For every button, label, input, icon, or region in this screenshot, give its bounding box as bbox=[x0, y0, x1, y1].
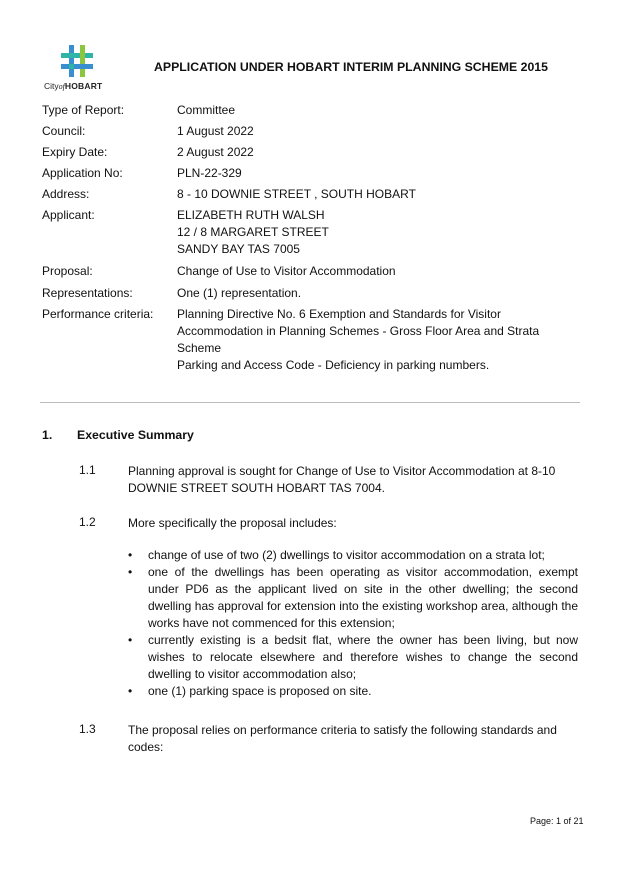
section-number: 1. bbox=[42, 428, 53, 442]
detail-label: Council: bbox=[42, 124, 86, 138]
applicant-suburb: SANDY BAY TAS 7005 bbox=[177, 242, 300, 256]
list-item: • currently existing is a bedsit flat, where the owner has been living, but now wishes to relocate elsewhere and therefore wishes to change the second dwelling to visitor accommodation also; bbox=[128, 633, 578, 681]
hobart-hash-icon bbox=[60, 44, 94, 78]
detail-value: 2 August 2022 bbox=[177, 145, 254, 159]
paragraph-number: 1.2 bbox=[79, 515, 96, 529]
page-number: Page: 1 of 21 bbox=[530, 816, 584, 826]
detail-label: Application No: bbox=[42, 166, 123, 180]
detail-label: Performance criteria: bbox=[42, 307, 154, 321]
section-divider bbox=[40, 402, 580, 403]
proposal-bullet-list bbox=[128, 547, 578, 700]
list-item: • change of use of two (2) dwellings to visitor accommodation on a strata lot; bbox=[128, 548, 545, 562]
paragraph-number: 1.1 bbox=[79, 463, 96, 477]
bullet-icon: • bbox=[128, 684, 133, 698]
paragraph-text: Planning approval is sought for Change of Use to Visitor Accommodation at 8-10 DOWNIE STREET SOUTH HOBART TAS 7004. bbox=[128, 464, 556, 495]
city-of-hobart-logo bbox=[40, 44, 124, 96]
detail-value bbox=[177, 207, 577, 258]
bullet-icon: • bbox=[128, 548, 133, 562]
bullet-icon: • bbox=[128, 633, 133, 647]
detail-value: 1 August 2022 bbox=[177, 124, 254, 138]
list-item: • one of the dwellings has been operating as visitor accommodation, exempt under PD6 as the applicant lived on site in the other dwelling; the second dwelling has approval for extension into the existing workshop area, although the works have not commenced for this extension; bbox=[128, 565, 578, 630]
detail-value: Change of Use to Visitor Accommodation bbox=[177, 264, 396, 278]
applicant-name: ELIZABETH RUTH WALSH bbox=[177, 208, 325, 222]
bullet-icon: • bbox=[128, 565, 133, 579]
logo-text: CityofHOBART bbox=[44, 81, 103, 91]
detail-value bbox=[177, 306, 577, 374]
detail-label: Address: bbox=[42, 187, 90, 201]
applicant-street: 12 / 8 MARGARET STREET bbox=[177, 225, 329, 239]
section-title: Executive Summary bbox=[77, 428, 194, 442]
criteria-item: Parking and Access Code - Deficiency in parking numbers. bbox=[177, 358, 490, 372]
detail-value: One (1) representation. bbox=[177, 286, 302, 300]
paragraph-number: 1.3 bbox=[79, 722, 96, 736]
detail-value: PLN-22-329 bbox=[177, 166, 242, 180]
detail-label: Applicant: bbox=[42, 208, 95, 222]
paragraph-text: The proposal relies on performance criteria to satisfy the following standards and codes: bbox=[128, 723, 557, 754]
criteria-item: Planning Directive No. 6 Exemption and Standards for Visitor Accommodation in Planning Schemes - Gross Floor Area and Strata Scheme bbox=[177, 307, 540, 355]
detail-label: Expiry Date: bbox=[42, 145, 108, 159]
detail-value: 8 - 10 DOWNIE STREET , SOUTH HOBART bbox=[177, 187, 416, 201]
detail-label: Type of Report: bbox=[42, 103, 125, 117]
detail-label: Proposal: bbox=[42, 264, 93, 278]
detail-label: Representations: bbox=[42, 286, 133, 300]
detail-value: Committee bbox=[177, 103, 236, 117]
document-title: APPLICATION UNDER HOBART INTERIM PLANNING SCHEME 2015 bbox=[154, 60, 548, 74]
list-item: • one (1) parking space is proposed on site. bbox=[128, 684, 372, 698]
paragraph-text: More specifically the proposal includes: bbox=[128, 516, 337, 530]
